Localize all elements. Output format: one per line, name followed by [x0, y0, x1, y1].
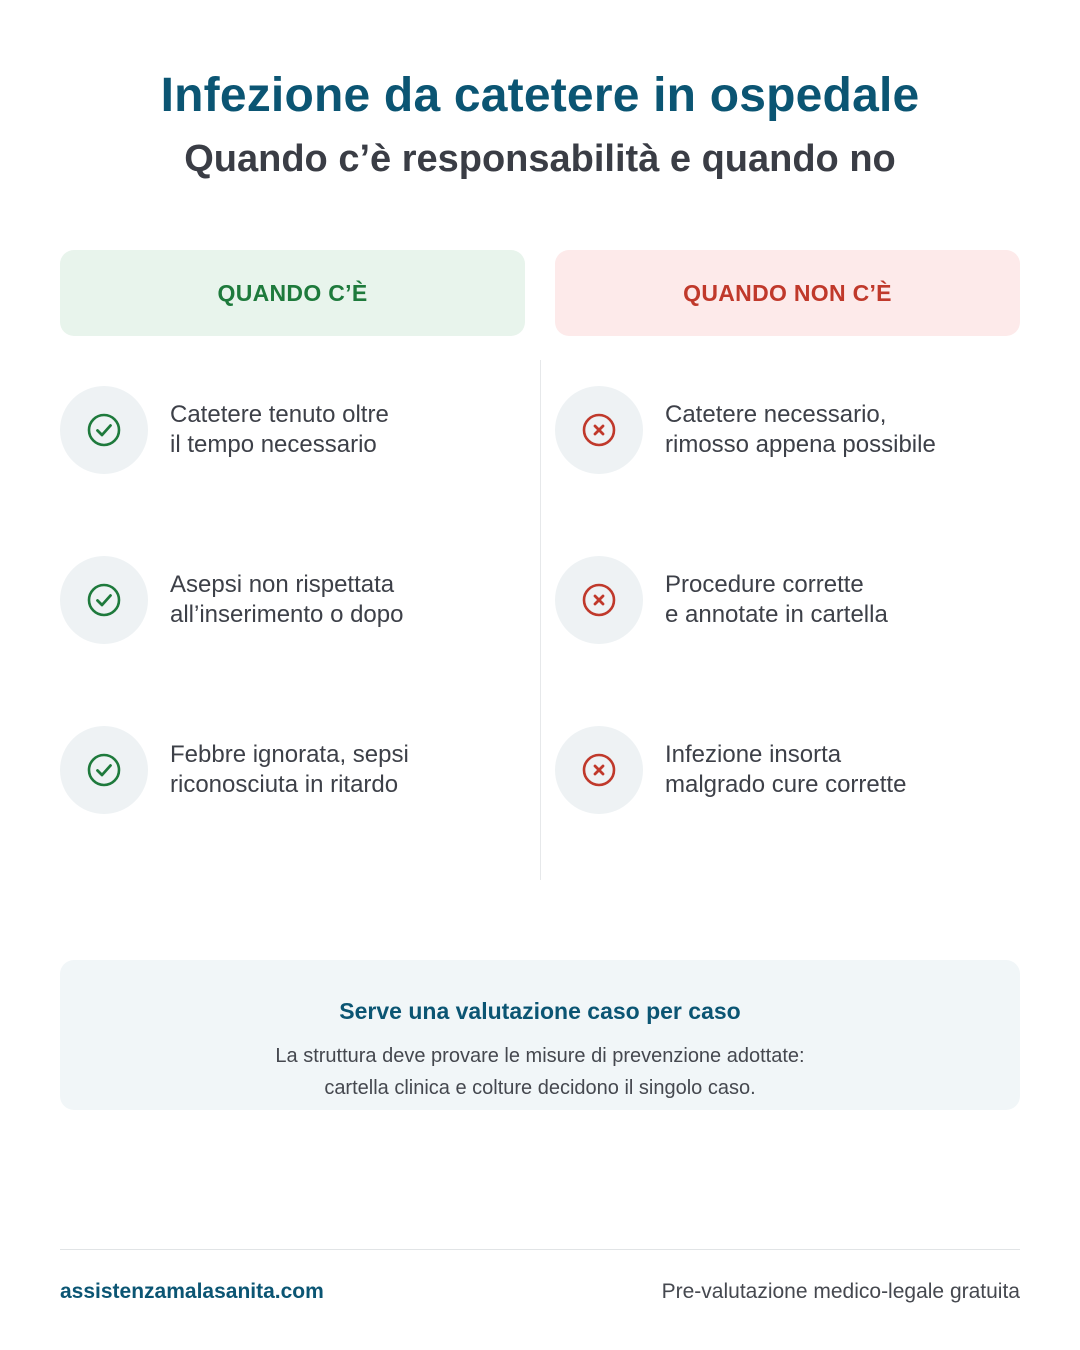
list-item-text: Asepsi non rispettata all’inserimento o dopo [170, 571, 404, 628]
footer-divider [60, 1249, 1020, 1250]
list-item-yes [60, 725, 530, 815]
x-circle-icon [555, 556, 643, 644]
x-circle-icon [555, 726, 643, 814]
x-circle-icon [555, 386, 643, 474]
list-item-no [555, 725, 1025, 815]
list-item-text: Catetere necessario, rimosso appena possibile [665, 401, 936, 458]
column-divider [540, 360, 541, 880]
check-circle-icon [60, 556, 148, 644]
list-item-no [555, 555, 1025, 645]
footer-tagline: Pre-valutazione medico-legale gratuita [661, 1280, 1020, 1303]
page-title: Infezione da catetere in ospedale [160, 69, 920, 122]
footer-site-link[interactable]: assistenzamalasanita.com [60, 1280, 324, 1303]
note-body: La struttura deve provare le misure di prevenzione adottate: cartella clinica e colture decidono il singolo caso. [275, 1045, 805, 1099]
list-item-no [555, 385, 1025, 475]
column-header-yes: QUANDO C’È [60, 250, 525, 336]
list-item-yes [60, 555, 530, 645]
list-item-text: Catetere tenuto oltre il tempo necessario [170, 401, 389, 458]
check-circle-icon [60, 726, 148, 814]
list-item-text: Infezione insorta malgrado cure corrette [665, 741, 907, 798]
page-subtitle: Quando c’è responsabilità e quando no [184, 138, 896, 180]
list-item-yes [60, 385, 530, 475]
list-item-text: Procedure corrette e annotate in cartella [665, 571, 888, 628]
note-title: Serve una valutazione caso per caso [339, 998, 741, 1024]
column-header-no: QUANDO NON C’È [555, 250, 1020, 336]
note-box [60, 960, 1020, 1110]
list-item-text: Febbre ignorata, sepsi riconosciuta in ritardo [170, 741, 409, 798]
check-circle-icon [60, 386, 148, 474]
